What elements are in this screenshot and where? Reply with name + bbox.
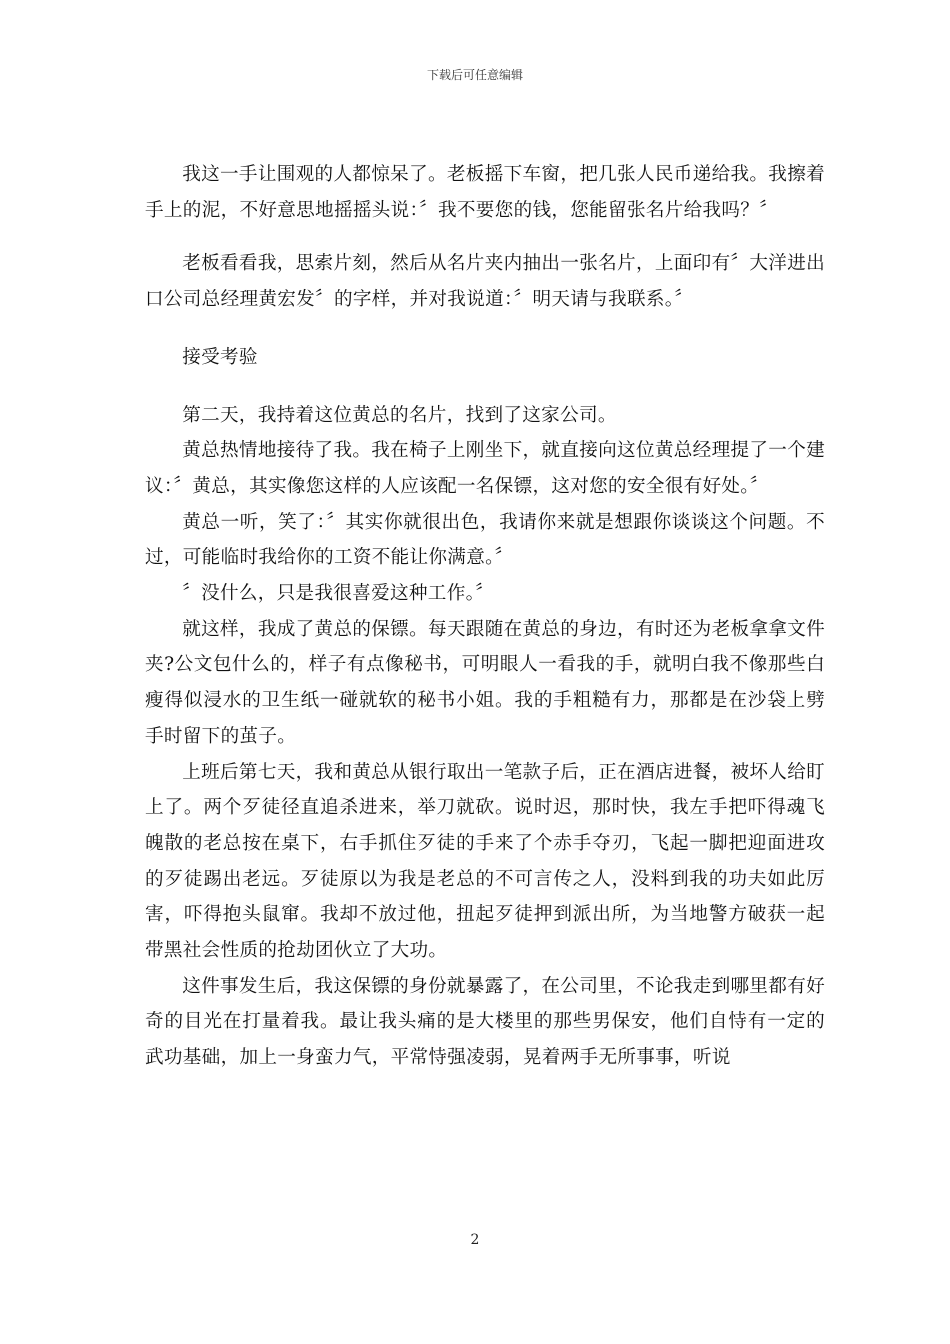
paragraph-2: 老板看看我，思索片刻，然后从名片夹内抽出一张名片，上面印有〞大洋进出口公司总经理黄宏发〞的字样，并对我说道：〞明天请与我联系。〞 (145, 253, 825, 311)
page-number: 2 (470, 1232, 480, 1248)
paragraph-8: 上班后第七天，我和黄总从银行取出一笔款子后，正在酒店进餐，被坏人给盯上了。两个歹徒径直追杀进来，举刀就砍。说时迟，那时快，我左手把吓得魂飞魄散的老总按在桌下，右手抓住歹徒的手来了个赤手夺刃，飞起一脚把迎面进攻的歹徒踢出老远。歹徒原以为我是老总的不可言传之人，没料到我的功夫如此厉害，吓得抱头鼠窜。我却不放过他，扭起歹徒押到派出所，为当地警方破获一起带黑社会性质的抢劫团伙立了大功。 (145, 761, 825, 962)
paragraph-7: 就这样，我成了黄总的保镖。每天跟随在黄总的身边，有时还为老板拿拿文件夹?公文包什么的，样子有点像秘书，可明眼人一看我的手，就明白我不像那些白瘦得似浸水的卫生纸一碰就软的秘书小姐。我的手粗糙有力，那都是在沙袋上劈手时留下的茧子。 (145, 618, 825, 747)
section-heading: 接受考验 (182, 346, 258, 368)
paragraph-5: 黄总一听，笑了：〞其实你就很出色，我请你来就是想跟你谈谈这个问题。不过，可能临时我给你的工资不能让你满意。〞 (145, 511, 825, 569)
page-header: 下载后可任意编辑 (426, 68, 523, 82)
paragraph-6: 〞没什么，只是我很喜爱这种工作。〞 (182, 583, 495, 605)
paragraph-9: 这件事发生后，我这保镖的身份就暴露了，在公司里，不论我走到哪里都有好奇的目光在打量着我。最让我头痛的是大楼里的那些男保安，他们自恃有一定的武功基础，加上一身蛮力气，平常恃强凌弱，晃着两手无所事事，听说 (145, 975, 825, 1069)
paragraph-1: 我这一手让围观的人都惊呆了。老板摇下车窗，把几张人民币递给我。我擦着手上的泥，不好意思地摇摇头说：〞我不要您的钱，您能留张名片给我吗？〞 (145, 164, 825, 221)
paragraph-3: 第二天，我持着这位黄总的名片，找到了这家公司。 (182, 404, 617, 426)
paragraph-4: 黄总热情地接待了我。我在椅子上刚坐下，就直接向这位黄总经理提了一个建议：〞黄总，其实像您这样的人应该配一名保镖，这对您的安全很有好处。〞 (145, 440, 825, 497)
document-body (145, 157, 825, 1076)
